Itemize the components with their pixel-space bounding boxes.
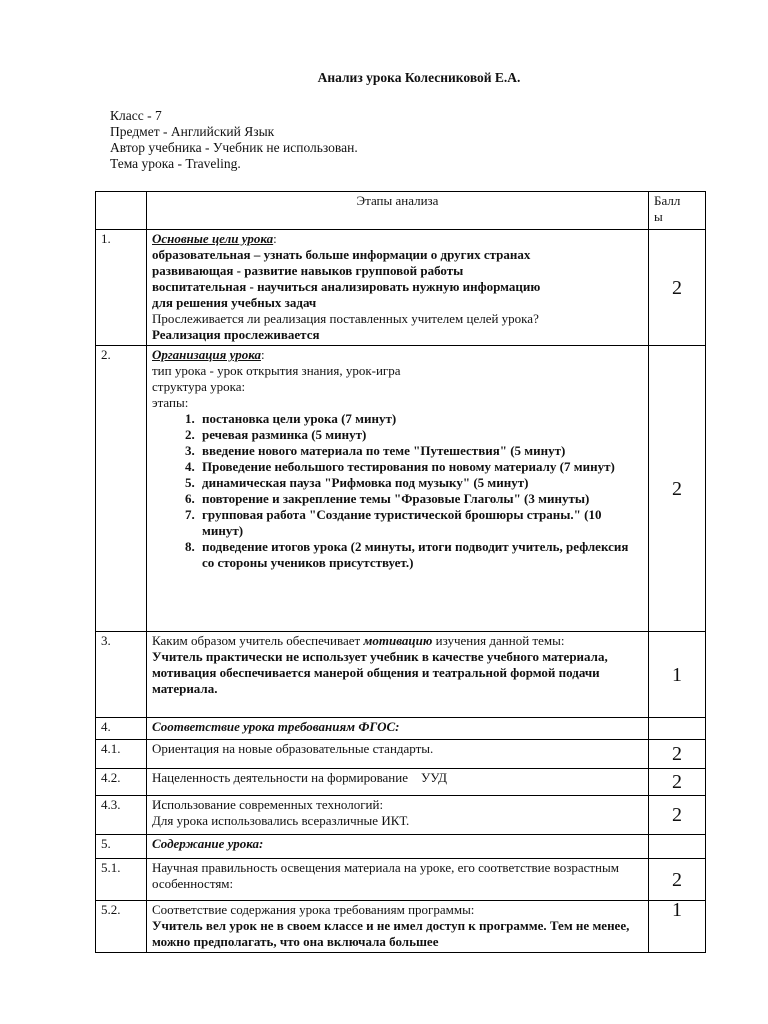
table-row: [96, 835, 706, 859]
motivation-q-post: изучения данной темы:: [432, 633, 565, 648]
row-content: [147, 632, 649, 718]
row-content: Научная правильность освещения материала на уроке, его соответствие возрастным особенностям:: [147, 859, 649, 901]
table-row: [96, 230, 706, 346]
meta-class: Класс - 7: [110, 108, 162, 123]
analysis-table: [95, 191, 706, 953]
table-row: [96, 859, 706, 901]
table-row: [96, 901, 706, 953]
meta-author: Автор учебника - Учебник не использован.: [110, 140, 358, 155]
list-item: 2. речевая разминка (5 минут): [198, 427, 643, 443]
content-heading: Содержание урока:: [152, 836, 264, 851]
table-header-row: [96, 192, 706, 230]
row-number: 4.2.: [96, 769, 147, 796]
list-item: 6. повторение и закрепление темы "Фразовые Глаголы" (3 минуты): [198, 491, 643, 507]
row-number: 3.: [96, 632, 147, 718]
org-colon: :: [260, 347, 265, 362]
motivation-answer: Учитель практически не использует учебник в качестве учебного материала, мотивация обеспечивается манерой общения и театральной формой подачи материала.: [152, 649, 608, 696]
goal-line: развивающая - развитие навыков групповой работы: [152, 263, 464, 278]
lesson-structure: структура урока:: [152, 379, 246, 394]
score-cell: 2: [649, 230, 706, 346]
row-number: 2.: [96, 346, 147, 632]
score-cell: 1: [649, 632, 706, 718]
table-row: [96, 346, 706, 632]
meta-topic: Тема урока - Traveling.: [110, 156, 241, 171]
row-content: [147, 796, 649, 835]
row-content: Ориентация на новые образовательные стандарты.: [147, 740, 649, 769]
program-question: Соответствие содержания урока требованиям программы:: [152, 902, 475, 917]
row-content: [147, 835, 649, 859]
goal-line: для решения учебных задач: [152, 295, 317, 310]
goals-colon: :: [273, 231, 277, 246]
list-item: 1. постановка цели урока (7 минут): [198, 411, 643, 427]
goal-line: образовательная – узнать больше информации о других странах: [152, 247, 531, 262]
score-cell: 2: [649, 796, 706, 835]
goal-line: воспитательная - научиться анализировать нужную информацию: [152, 279, 541, 294]
header-stages: Этапы анализа: [147, 192, 649, 230]
fgos-heading: Соответствие урока требованиям ФГОС:: [152, 719, 400, 734]
table-row: [96, 796, 706, 835]
motivation-question: [152, 633, 643, 649]
row-content: [147, 230, 649, 346]
stages-label: этапы:: [152, 395, 189, 410]
goals-question: Прослеживается ли реализация поставленных учителем целей урока?: [152, 311, 539, 326]
row-number: 5.: [96, 835, 147, 859]
table-row: [96, 740, 706, 769]
org-heading-line: [152, 347, 643, 363]
list-item: 4. Проведение небольшого тестирования по новому материалу (7 минут): [198, 459, 643, 475]
list-item: 7. групповая работа "Создание туристической брошюры страны." (10 минут): [198, 507, 643, 539]
row-number: 1.: [96, 230, 147, 346]
program-answer: Учитель вел урок не в своем классе и не имел доступ к программе. Тем не менее, можно предполагать, что она включала большее: [152, 918, 630, 949]
row-content: [147, 346, 649, 632]
document-title: Анализ урока Колесниковой Е.А.: [317, 70, 521, 85]
stages-list: [152, 411, 643, 571]
table-row: [96, 769, 706, 796]
list-item: 3. введение нового материала по теме "Путешествия" (5 минут): [198, 443, 643, 459]
table-row: [96, 632, 706, 718]
header-points-line2: ы: [654, 209, 663, 224]
motivation-emphasis: мотивацию: [363, 633, 433, 648]
score-cell: 2: [649, 740, 706, 769]
score-cell: 2: [649, 346, 706, 632]
row-number: 4.: [96, 718, 147, 740]
motivation-q-pre: Каким образом учитель обеспечивает: [152, 633, 364, 648]
tech-line-2: Для урока использовались всеразличные ИКТ.: [152, 813, 410, 828]
goals-answer: Реализация прослеживается: [152, 327, 320, 342]
row-number: 4.1.: [96, 740, 147, 769]
lesson-type: тип урока - урок открытия знания, урок-игра: [152, 363, 401, 378]
score-cell: [649, 835, 706, 859]
row-content: [147, 901, 649, 953]
header-num-cell: [96, 192, 147, 230]
list-item: 5. динамическая пауза "Рифмовка под музыку" (5 минут): [198, 475, 643, 491]
goals-heading-line: [152, 231, 643, 247]
row-content: [147, 718, 649, 740]
score-cell: 1: [649, 901, 706, 953]
meta-subject: Предмет - Английский Язык: [110, 124, 275, 139]
row-number: 5.2.: [96, 901, 147, 953]
row-number: 4.3.: [96, 796, 147, 835]
goals-heading: Основные цели урока: [152, 231, 274, 246]
score-cell: 2: [649, 769, 706, 796]
header-points-line1: Балл: [654, 193, 681, 208]
row-content: Нацеленность деятельности на формирование УУД: [147, 769, 649, 796]
row-number: 5.1.: [96, 859, 147, 901]
score-cell: 2: [649, 859, 706, 901]
score-cell: [649, 718, 706, 740]
org-heading: Организация урока: [152, 347, 261, 362]
table-row: [96, 718, 706, 740]
tech-line-1: Использование современных технологий:: [152, 797, 384, 812]
header-points: [649, 192, 706, 230]
list-item: 8. подведение итогов урока (2 минуты, итоги подводит учитель, рефлексия со стороны учеников присутствует.): [198, 539, 643, 571]
lesson-meta: [110, 108, 358, 172]
